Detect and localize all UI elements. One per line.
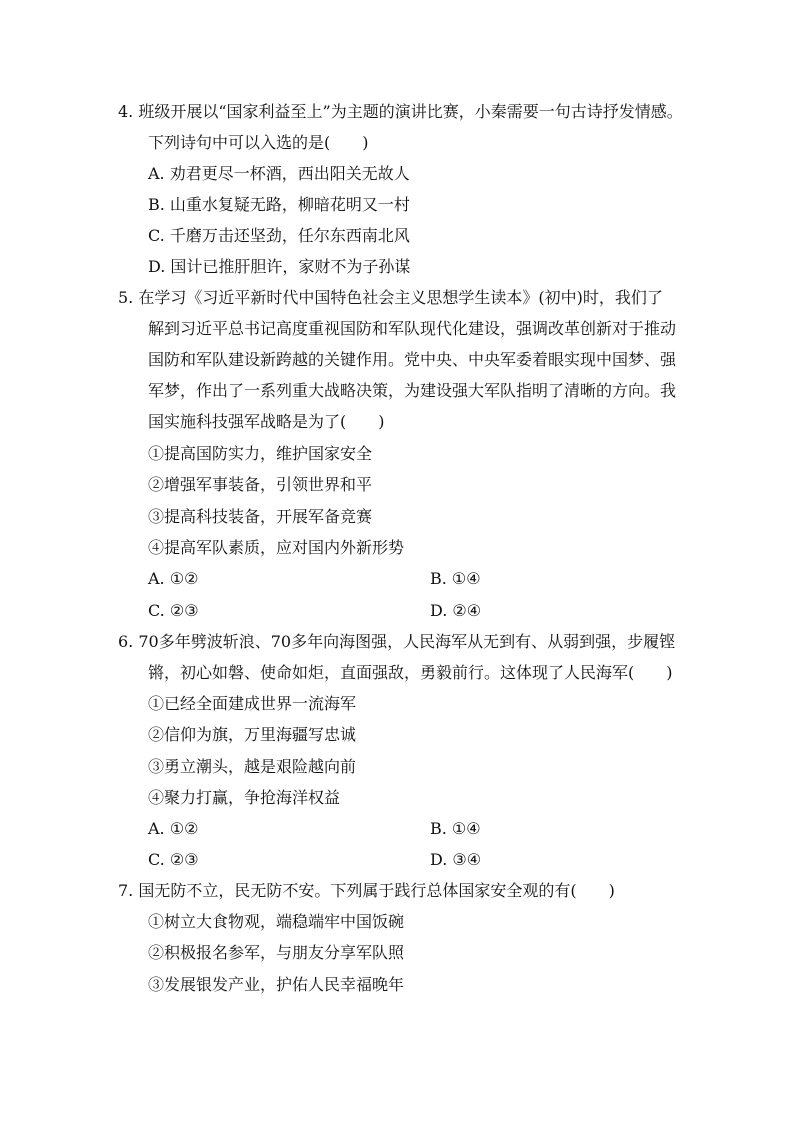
- question-5-stem-line-2: 解到习近平总书记高度重视国防和军队现代化建设，强调改革创新对于推动: [148, 319, 677, 338]
- question-4-option-b: B. 山重水复疑无路，柳暗花明又一村: [148, 195, 410, 214]
- question-4-stem-line-2: 下列诗句中可以入选的是( ): [148, 133, 369, 152]
- question-5-statement-1: ①提高国防实力，维护国家安全: [148, 444, 373, 463]
- question-4-stem-line-1: 4. 班级开展以“国家利益至上”为主题的演讲比赛，小秦需要一句古诗抒发情感。: [118, 102, 683, 121]
- question-7-stem-line-1: 7. 国无防不立，民无防不安。下列属于践行总体国家安全观的有( ): [118, 881, 615, 900]
- question-4-option-d: D. 国计已推肝胆许，家财不为子孙谋: [148, 257, 411, 276]
- question-7-statement-1: ①树立大食物观，端稳端牢中国饭碗: [148, 912, 405, 931]
- question-7-statement-2: ②积极报名参军，与朋友分享军队照: [148, 943, 405, 962]
- question-5-stem-line-4: 军梦，作出了一系列重大战略决策，为建设强大军队指明了清晰的方向。我: [148, 381, 677, 400]
- question-6-stem-line-2: 锵，初心如磐、使命如炬，直面强敌，勇毅前行。这体现了人民海军( ): [148, 663, 673, 682]
- question-6-statement-3: ③勇立潮头，越是艰险越向前: [148, 757, 357, 776]
- question-5-option-d: D. ②④: [430, 601, 482, 620]
- question-6-statement-2: ②信仰为旗，万里海疆写忠诚: [148, 725, 357, 744]
- question-4-option-c: C. 千磨万击还坚劲，任尔东西南北风: [148, 226, 410, 245]
- question-5-statement-4: ④提高军队素质，应对国内外新形势: [148, 538, 405, 557]
- question-6-option-b: B. ①④: [430, 819, 481, 838]
- question-5-option-c: C. ②③: [148, 601, 199, 620]
- question-7-statement-3: ③发展银发产业，护佑人民幸福晚年: [148, 975, 405, 994]
- question-5-option-b: B. ①④: [430, 569, 481, 588]
- question-5-stem-line-5: 国实施科技强军战略是为了( ): [148, 412, 385, 431]
- question-4-option-a: A. 劝君更尽一杯酒，西出阳关无故人: [148, 164, 410, 183]
- question-6-option-c: C. ②③: [148, 850, 199, 869]
- question-6-option-d: D. ③④: [430, 850, 482, 869]
- question-6-option-a: A. ①②: [148, 819, 199, 838]
- question-5-statement-3: ③提高科技装备，开展军备竞赛: [148, 507, 373, 526]
- question-6-statement-1: ①已经全面建成世界一流海军: [148, 694, 357, 713]
- question-5-stem-line-3: 国防和军队建设新跨越的关键作用。党中央、中央军委着眼实现中国梦、强: [148, 350, 677, 369]
- question-5-stem-line-1: 5. 在学习《习近平新时代中国特色社会主义思想学生读本》(初中)时，我们了: [118, 288, 663, 307]
- question-5-option-a: A. ①②: [148, 569, 199, 588]
- question-6-statement-4: ④聚力打赢，争抢海洋权益: [148, 788, 341, 807]
- question-5-statement-2: ②增强军事装备，引领世界和平: [148, 475, 373, 494]
- question-6-stem-line-1: 6. 70多年劈波斩浪、70多年向海图强，人民海军从无到有、从弱到强，步履铿: [118, 632, 676, 651]
